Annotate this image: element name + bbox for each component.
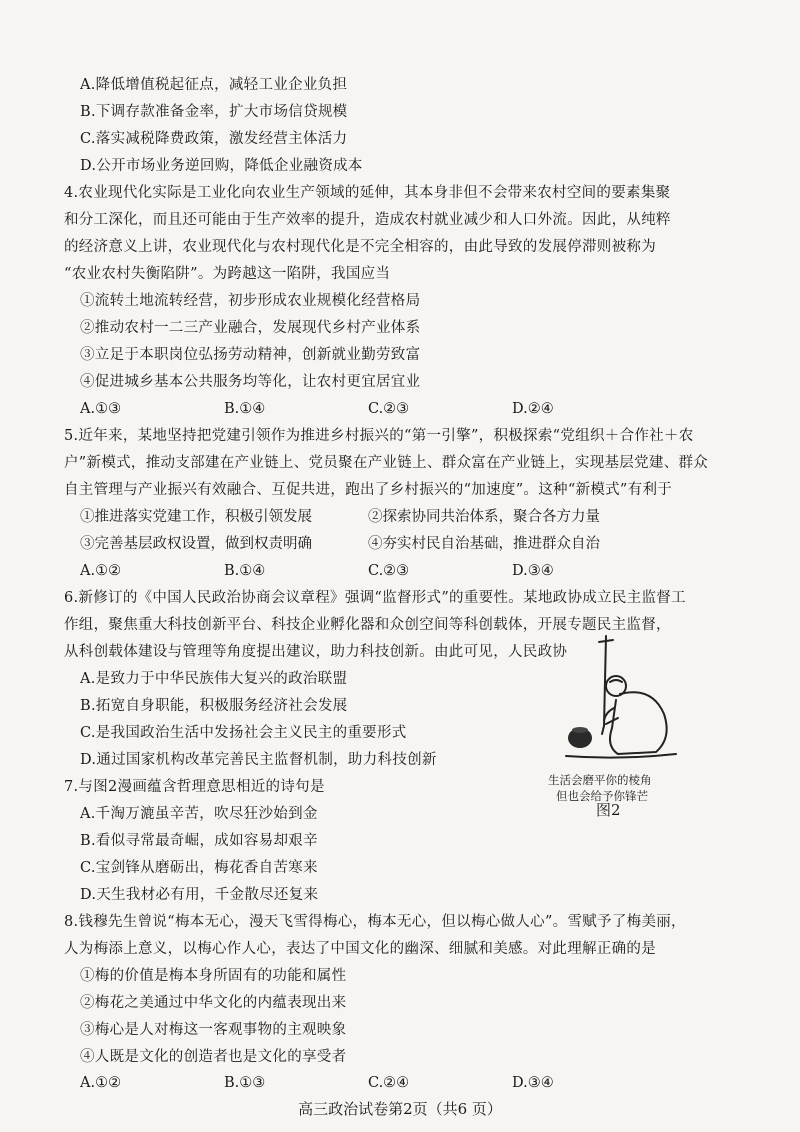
q4-stem-line-3: 的经济意义上讲，农业现代化与农村现代化是不完全相容的，由此导致的发展停滞则被称为 <box>64 239 656 255</box>
q7-stem: 7.与图2漫画蕴含哲理意思相近的诗句是 <box>64 779 325 795</box>
q5-item-1: ①推进落实党建工作，积极引领发展 <box>80 509 312 525</box>
q6-stem-line-2: 作组，聚焦重大科技创新平台、科技企业孵化器和众创空间等科创载体，开展专题民主监督， <box>64 617 671 633</box>
q7-option-a: A.千淘万漉虽辛苦，吹尽狂沙始到金 <box>80 806 318 822</box>
q8-stem-line-1: 8.钱穆先生曾说“梅本无心，漫天飞雪得梅心，梅本无心，但以梅心做人心”。雪赋予了梅美丽， <box>64 914 686 930</box>
q3-option-b: B.下调存款准备金率，扩大市场信贷规模 <box>80 104 348 120</box>
q5-choice-b: B.①④ <box>224 563 266 579</box>
q5-item-3: ③完善基层政权设置，做到权责明确 <box>80 536 312 552</box>
q5-item-4: ④夯实村民自治基础，推进群众自治 <box>368 536 600 552</box>
q4-item-4: ④促进城乡基本公共服务均等化，让农村更宜居宜业 <box>80 374 421 390</box>
q4-item-3: ③立足于本职岗位弘扬劳动精神，创新就业勤劳致富 <box>80 347 421 363</box>
q4-item-2: ②推动农村一二三产业融合，发展现代乡村产业体系 <box>80 320 421 336</box>
q4-choice-d: D.②④ <box>512 401 554 417</box>
q5-choice-a: A.①② <box>80 563 122 579</box>
q8-choice-b: B.①③ <box>224 1075 266 1091</box>
q6-stem-line-3: 从科创载体建设与管理等角度提出建议，助力科技创新。由此可见，人民政协 <box>64 644 568 660</box>
q7-option-d: D.天生我材必有用，千金散尽还复来 <box>80 887 319 903</box>
figure-label: 图2 <box>596 801 621 819</box>
q5-stem-line-2: 户”新模式，推动支部建在产业链上、党员聚在产业链上、群众富在产业链上，实现基层党建、群众 <box>64 455 709 471</box>
q7-option-b: B.看似寻常最奇崛，成如容易却艰辛 <box>80 833 318 849</box>
q4-stem-line-2: 和分工深化，而且还可能由于生产效率的提升，造成农村就业减少和人口外流。因此，从纯粹 <box>64 212 671 228</box>
q4-stem-line-4: “农业农村失衡陷阱”。为跨越这一陷阱，我国应当 <box>64 266 391 282</box>
figure-2-cartoon <box>560 628 680 770</box>
q5-stem-line-1: 5.近年来，某地坚持把党建引领作为推进乡村振兴的“第一引擎”，积极探索“党组织＋合作社＋农 <box>64 428 694 444</box>
q8-stem-line-2: 人为梅添上意义，以梅心作人心，表达了中国文化的幽深、细腻和美感。对此理解正确的是 <box>64 941 656 957</box>
q8-choice-a: A.①② <box>80 1075 122 1091</box>
figure-caption-line-2: 但也会给予你锋芒 <box>556 789 648 803</box>
q6-option-c: C.是我国政治生活中发扬社会主义民主的重要形式 <box>80 725 407 741</box>
q8-item-2: ②梅花之美通过中华文化的内蕴表现出来 <box>80 995 347 1011</box>
q6-option-d: D.通过国家机构改革完善民主监督机制，助力科技创新 <box>80 752 437 768</box>
q5-stem-line-3: 自主管理与产业振兴有效融合、互促共进，跑出了乡村振兴的“加速度”。这种“新模式”有利于 <box>64 482 673 498</box>
q6-stem-line-1: 6.新修订的《中国人民政治协商会议章程》强调“监督形式”的重要性。某地政协成立民主监督工 <box>64 590 686 606</box>
q4-item-1: ①流转土地流转经营，初步形成农业规模化经营格局 <box>80 293 421 309</box>
q7-option-c: C.宝剑锋从磨砺出，梅花香自苦寒来 <box>80 860 318 876</box>
q3-option-c: C.落实减税降费政策，激发经营主体活力 <box>80 131 348 147</box>
q5-choice-d: D.③④ <box>512 563 554 579</box>
q8-choice-d: D.③④ <box>512 1075 554 1091</box>
q3-option-a: A.降低增值税起征点，减轻工业企业负担 <box>80 77 348 93</box>
q4-choice-a: A.①③ <box>80 401 122 417</box>
q8-choice-c: C.②④ <box>368 1075 410 1091</box>
q5-choice-c: C.②③ <box>368 563 410 579</box>
q5-item-2: ②探索协同共治体系，聚合各方力量 <box>368 509 600 525</box>
q8-item-3: ③梅心是人对梅这一客观事物的主观映象 <box>80 1022 347 1038</box>
q4-choice-c: C.②③ <box>368 401 410 417</box>
figure-caption-line-1: 生活会磨平你的棱角 <box>548 773 652 787</box>
q8-item-4: ④人既是文化的创造者也是文化的享受者 <box>80 1049 347 1065</box>
sword-blade-icon <box>604 636 606 726</box>
q4-stem-line-1: 4.农业现代化实际是工业化向农业生产领域的延伸，其本身非但不会带来农村空间的要素集聚 <box>64 185 671 201</box>
q8-item-1: ①梅的价值是梅本身所固有的功能和属性 <box>80 968 347 984</box>
q6-option-a: A.是致力于中华民族伟大复兴的政治联盟 <box>80 671 348 687</box>
page-footer: 高三政治试卷第2页（共6 页） <box>298 1100 502 1118</box>
q4-choice-b: B.①④ <box>224 401 266 417</box>
q3-option-d: D.公开市场业务逆回购，降低企业融资成本 <box>80 158 363 174</box>
q6-option-b: B.拓宽自身职能，积极服务经济社会发展 <box>80 698 348 714</box>
